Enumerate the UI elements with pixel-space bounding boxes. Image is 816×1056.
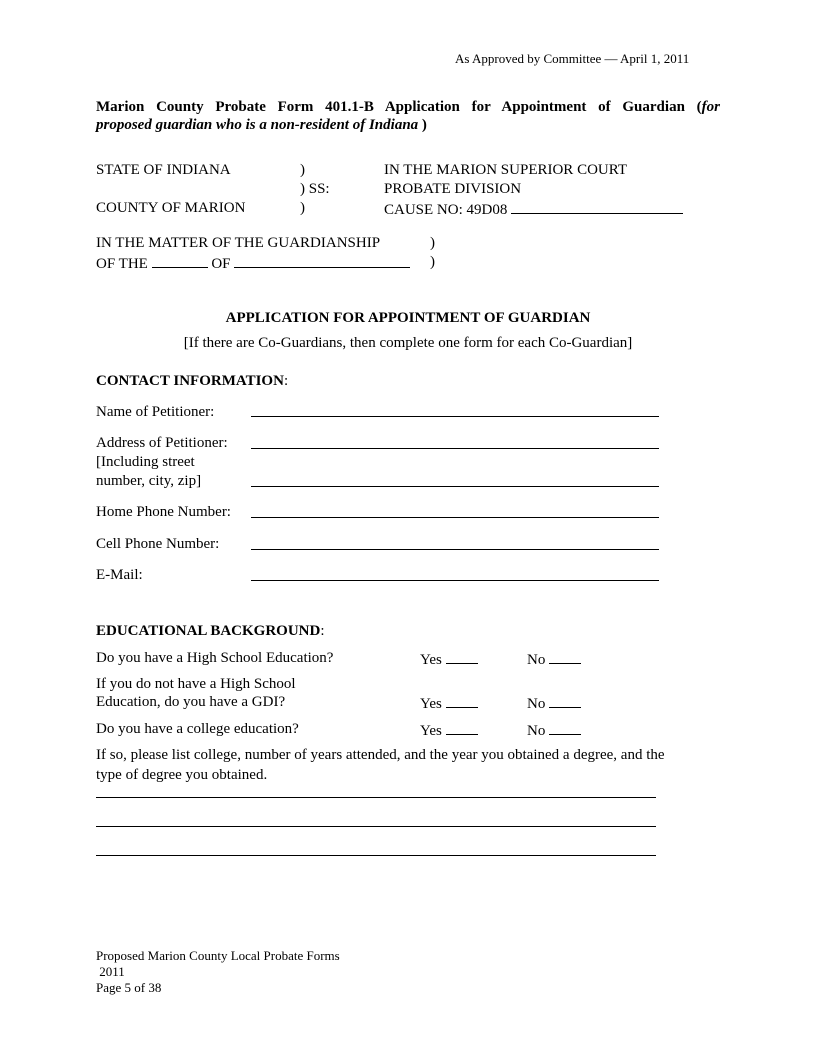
form-title-close: ) bbox=[418, 117, 427, 133]
cell-phone-label: Cell Phone Number: bbox=[96, 536, 220, 552]
caption-paren: ) bbox=[300, 200, 305, 216]
yes-label: Yes bbox=[420, 696, 442, 712]
matter-paren: ) bbox=[430, 235, 435, 251]
q-high-school-no bbox=[527, 649, 581, 669]
no-label: No bbox=[527, 723, 546, 739]
name-input[interactable] bbox=[251, 416, 659, 417]
relation-field[interactable] bbox=[152, 253, 208, 268]
email-input[interactable] bbox=[251, 580, 659, 581]
address-label: Address of Petitioner: bbox=[96, 435, 228, 451]
approval-note: As Approved by Committee — April 1, 2011 bbox=[455, 51, 690, 66]
name-label: Name of Petitioner: bbox=[96, 404, 215, 420]
high-school-yes-field[interactable] bbox=[446, 649, 478, 664]
gdi-yes-field[interactable] bbox=[446, 693, 478, 708]
q-college-yes bbox=[420, 720, 478, 740]
contact-heading bbox=[96, 372, 288, 390]
footer-line-2: 2011 bbox=[96, 964, 125, 979]
contact-heading-text: CONTACT INFORMATION bbox=[96, 373, 284, 389]
matter-line-1: IN THE MATTER OF THE GUARDIANSHIP bbox=[96, 235, 381, 251]
yes-label: Yes bbox=[420, 652, 442, 668]
caption-division: PROBATE DIVISION bbox=[384, 181, 522, 197]
caption-county: COUNTY OF MARION bbox=[96, 200, 246, 216]
matter-paren: ) bbox=[430, 254, 435, 270]
footer-line-1: Proposed Marion County Local Probate Forms bbox=[96, 948, 340, 963]
form-title bbox=[96, 98, 720, 134]
cell-phone-input[interactable] bbox=[251, 549, 659, 550]
section-title: APPLICATION FOR APPOINTMENT OF GUARDIAN bbox=[225, 310, 591, 326]
home-phone-label: Home Phone Number: bbox=[96, 504, 231, 520]
college-explain-line-2: type of degree you obtained. bbox=[96, 767, 268, 783]
address-hint-1: [Including street bbox=[96, 454, 195, 470]
home-phone-input[interactable] bbox=[251, 517, 659, 518]
cause-no-field[interactable] bbox=[511, 199, 683, 214]
email-label: E-Mail: bbox=[96, 567, 143, 583]
q-gdi-yes bbox=[420, 693, 478, 713]
college-answer-line-1[interactable] bbox=[96, 797, 656, 798]
education-heading-text: EDUCATIONAL BACKGROUND bbox=[96, 623, 321, 639]
matter-of-the-label: OF THE bbox=[96, 256, 148, 272]
caption-state: STATE OF INDIANA bbox=[96, 162, 231, 178]
matter-of-label: OF bbox=[211, 256, 231, 272]
cause-no-label: CAUSE NO: 49D08 bbox=[384, 202, 508, 218]
education-heading bbox=[96, 622, 325, 640]
caption-paren: ) bbox=[300, 162, 305, 178]
q-gdi-line-1: If you do not have a High School bbox=[96, 676, 296, 692]
college-no-field[interactable] bbox=[549, 720, 581, 735]
address-hint-2: number, city, zip] bbox=[96, 473, 202, 489]
address-input-line-1[interactable] bbox=[251, 448, 659, 449]
high-school-no-field[interactable] bbox=[549, 649, 581, 664]
contact-heading-colon: : bbox=[283, 373, 289, 389]
gdi-no-field[interactable] bbox=[549, 693, 581, 708]
caption-cause bbox=[384, 199, 683, 219]
q-gdi-no bbox=[527, 693, 581, 713]
q-college: Do you have a college education? bbox=[96, 721, 299, 737]
q-gdi-line-2: Education, do you have a GDI? bbox=[96, 694, 286, 710]
college-yes-field[interactable] bbox=[446, 720, 478, 735]
college-answer-line-3[interactable] bbox=[96, 855, 656, 856]
caption-court: IN THE MARION SUPERIOR COURT bbox=[384, 162, 628, 178]
q-high-school: Do you have a High School Education? bbox=[96, 650, 334, 666]
college-explain-line-1: If so, please list college, number of years attended, and the year you obtained a degree, and the bbox=[96, 747, 665, 763]
college-answer-line-2[interactable] bbox=[96, 826, 656, 827]
education-heading-colon: : bbox=[320, 623, 325, 639]
no-label: No bbox=[527, 652, 546, 668]
ward-name-field[interactable] bbox=[234, 253, 410, 268]
yes-label: Yes bbox=[420, 723, 442, 739]
form-title-italic-for: for bbox=[701, 99, 720, 115]
no-label: No bbox=[527, 696, 546, 712]
q-high-school-yes bbox=[420, 649, 478, 669]
page-number: Page 5 of 38 bbox=[96, 980, 162, 995]
matter-line-2 bbox=[96, 253, 410, 273]
q-college-no bbox=[527, 720, 581, 740]
form-title-italic-text: proposed guardian who is a non-resident of Indiana bbox=[96, 117, 419, 133]
form-title-bold: Marion County Probate Form 401.1-B Application for Appointment of Guardian ( bbox=[96, 99, 702, 115]
section-subtitle: [If there are Co-Guardians, then complete one form for each Co-Guardian] bbox=[183, 335, 633, 351]
address-input-line-2[interactable] bbox=[251, 486, 659, 487]
caption-ss: ) SS: bbox=[300, 181, 330, 197]
